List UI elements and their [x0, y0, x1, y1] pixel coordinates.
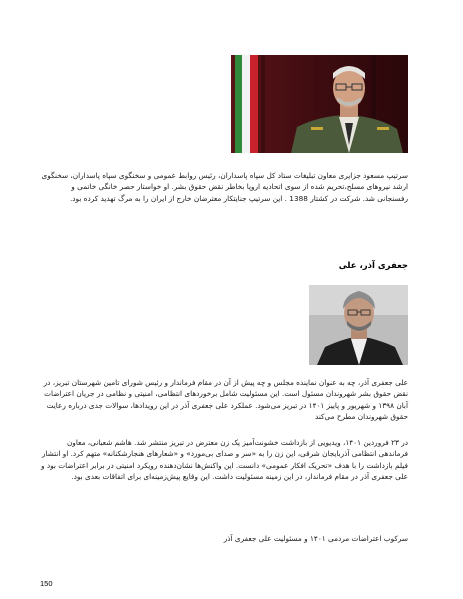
portrait-photo-military-officer [231, 55, 408, 153]
arrest-incident-paragraph: در ۲۳ فروردین ۱۴۰۱، ویدیویی از بازداشت خشونت‌آمیز یک زن معترض در تبریز منتشر شد. هاشم شعبانی، معاون فرماندهی انتظامی آذربایجان شرقی، این زن را به «سر و صدای بی‌مورد» و «شعارهای هنجارشکنانه» متهم کرد. او انتشار فیلم بازداشت را با هدف «تحریک افکار عمومی» دانست. این واکنش‌ها نشان‌دهنده رویکرد امنیتی در برابر اعتراضات بود و علی جعفری آذر در مقام فرماندار، در این زمینه مسئولیت داشت. این وقایع پیش‌زمینه‌ای برای اتفاقات بعدی بود. [41, 438, 408, 482]
person-name-heading: جعفری آذر، علی [338, 261, 408, 271]
officer-portrait-image [231, 55, 408, 153]
section-subheading-line: سرکوب اعتراضات مردمی ۱۴۰۱ و مسئولیت علی جعفری آذر [223, 534, 408, 543]
portrait-photo-official [309, 285, 408, 365]
official-portrait-image [309, 285, 408, 365]
officer-biography-paragraph: سرتیپ مسعود جزایری معاون تبلیغات ستاد کل سپاه پاسداران، رئیس روابط عمومی و سخنگوی سپاه پاسداران، سخنگوی ارشد نیروهای مسلح،تحریم شده از سوی اتحادیه اروپا بخاطر نقض حقوق بشر. او خواستار حصر خانگی خاتمی و رفسنجانی شد. شرکت در کشتار 1388 . این سرتیپ جنایتکار معترضان خارج از ایران را به مرگ تهدید کرده بود. [41, 171, 408, 203]
page-number: 150 [40, 579, 53, 588]
responsibility-paragraph: علی جعفری آذر، چه به عنوان نماینده مجلس و چه پیش از آن در مقام فرماندار و رئیس شورای تامین شهرستان تبریز، در نقض حقوق بشر شهروندان مسئول است. این مسئولیت شامل برخوردهای انتظامی، امنیتی و نظامی در جریان اعتراضات آبان ۱۳۹۸ و شهریور و پاییز ۱۴۰۱ در تبریز می‌شود. عملکرد علی جعفری آذر در این رویدادها، سوالات جدی درباره رعایت حقوق شهروندان مطرح می‌کند [43, 378, 408, 422]
